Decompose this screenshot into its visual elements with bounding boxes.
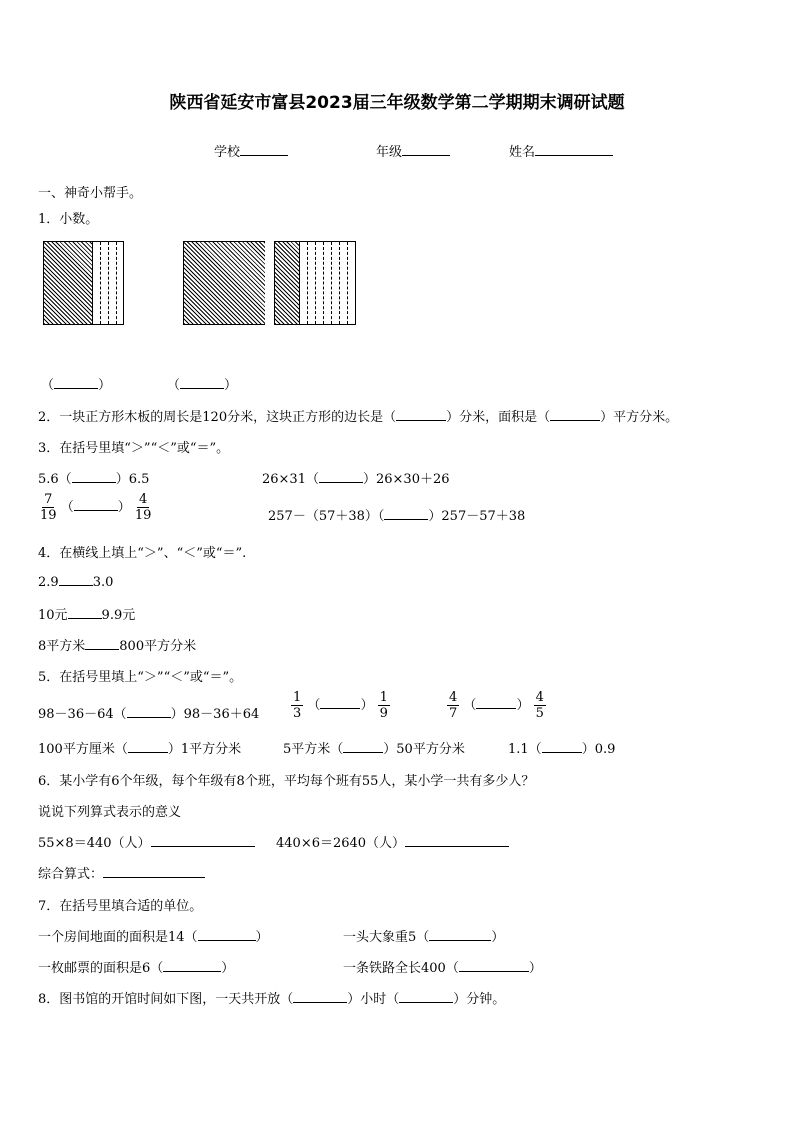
answer-blank[interactable]: [459, 959, 529, 972]
fraction: $\frac{4}{19}$: [134, 492, 152, 523]
q3-item-3: $\frac{7}{19}$ （ ） $\frac{4}{19}$: [40, 492, 152, 523]
q3-item-4: 257－（57＋38）（ ）257－57＋38: [268, 509, 526, 524]
q3-item-1: 5.6（ ）6.5: [38, 472, 150, 487]
q5-item-5: 5平方米（ ）50平方分米: [283, 742, 465, 757]
answer-blank[interactable]: [550, 408, 600, 421]
q5-item-2: $\frac{1}{3}$ （ ） $\frac{1}{9}$: [293, 690, 388, 721]
q7-label: 7．在括号里填合适的单位。: [38, 899, 203, 914]
q1-figure-2-whole: [183, 241, 265, 325]
answer-blank[interactable]: [320, 696, 360, 709]
grade-field: 年级: [376, 141, 450, 160]
q5-label: 5．在括号里填上“＞”“＜”或“＝”。: [38, 670, 243, 685]
answer-blank[interactable]: [151, 834, 255, 847]
answer-blank[interactable]: [54, 376, 98, 389]
fraction: $\frac{1}{3}$: [293, 690, 302, 721]
answer-blank[interactable]: [74, 498, 118, 511]
answer-blank[interactable]: [72, 470, 116, 483]
q1-answer-2: （ ）: [167, 378, 238, 393]
fraction: $\frac{1}{9}$: [379, 690, 388, 721]
fraction: $\frac{4}{5}$: [535, 690, 544, 721]
answer-blank[interactable]: [85, 637, 119, 650]
q7-item-4: 一条铁路全长400（ ）: [343, 961, 542, 976]
shaded-part: [184, 242, 265, 324]
answer-blank[interactable]: [180, 376, 224, 389]
answer-blank[interactable]: [103, 865, 205, 878]
q3-label: 3．在括号里填“＞”“＜”或“＝”。: [38, 441, 230, 456]
q1-answer-1: （ ）: [41, 378, 112, 393]
answer-blank[interactable]: [476, 696, 516, 709]
q1-figure-2-part: [274, 241, 356, 325]
q5-item-3: $\frac{4}{7}$ （ ） $\frac{4}{5}$: [449, 690, 544, 721]
q5-item-4: 100平方厘米（ ）1平方分米: [38, 742, 242, 757]
page-title: 陕西省延安市富县2023届三年级数学第二学期期末调研试题: [169, 93, 625, 113]
q4-item-1: 2.9 3.0: [38, 575, 114, 590]
q6-combo: 综合算式：: [38, 863, 205, 882]
answer-blank[interactable]: [384, 507, 428, 520]
fraction: $\frac{4}{7}$: [449, 690, 458, 721]
q2: 2．一块正方形木板的周长是120分米，这块正方形的边长是（ ）分米，面积是（ ）平方分米。: [38, 410, 679, 425]
fraction: $\frac{7}{19}$: [40, 492, 57, 523]
answer-blank[interactable]: [68, 606, 102, 619]
answer-blank[interactable]: [198, 928, 256, 941]
q5-item-6: 1.1（ ）0.9: [508, 742, 616, 757]
school-field: 学校: [214, 141, 288, 160]
answer-blank[interactable]: [429, 928, 491, 941]
q4-item-2: 10元 9.9元: [38, 608, 136, 623]
q4-item-3: 8平方米 800平方分米: [38, 639, 197, 654]
q1-label: 1．小数。: [38, 212, 99, 227]
name-blank[interactable]: [535, 143, 613, 156]
answer-blank[interactable]: [343, 740, 383, 753]
q1-figure-1: [43, 241, 124, 325]
answer-blank[interactable]: [127, 705, 171, 718]
q4-label: 4．在横线上填上“＞”、“＜”或“＝”.: [38, 546, 247, 561]
answer-blank[interactable]: [319, 470, 363, 483]
answer-blank[interactable]: [542, 740, 582, 753]
q6-label: 6．某小学有6个年级，每个年级有8个班，平均每个班有55人，某小学一共有多少人？: [38, 774, 535, 789]
answer-blank[interactable]: [399, 990, 453, 1003]
q6-eq-2: 440×6＝2640（人）: [276, 832, 509, 851]
shaded-part: [275, 242, 300, 324]
answer-blank[interactable]: [128, 740, 168, 753]
shaded-part: [44, 242, 93, 324]
q5-item-1: 98－36－64（ ）98－36＋64: [38, 707, 260, 722]
school-blank[interactable]: [240, 143, 288, 156]
q8: 8．图书馆的开馆时间如下图，一天共开放（ ）小时（ ）分钟。: [38, 992, 506, 1007]
answer-blank[interactable]: [396, 408, 446, 421]
grade-blank[interactable]: [402, 143, 450, 156]
q6-eq-1: 55×8＝440（人）: [38, 832, 255, 851]
answer-blank[interactable]: [293, 990, 347, 1003]
q7-item-3: 一枚邮票的面积是6（ ）: [38, 961, 235, 976]
section-heading: 一、神奇小帮手。: [38, 186, 143, 201]
answer-blank[interactable]: [163, 959, 221, 972]
q6-sub: 说说下列算式表示的意义: [38, 805, 182, 820]
q3-item-2: 26×31（ ）26×30＋26: [262, 472, 450, 487]
answer-blank[interactable]: [405, 834, 509, 847]
q7-item-2: 一头大象重5（ ）: [343, 930, 505, 945]
answer-blank[interactable]: [59, 573, 93, 586]
q7-item-1: 一个房间地面的面积是14（ ）: [38, 930, 269, 945]
name-field: 姓名: [509, 141, 613, 160]
